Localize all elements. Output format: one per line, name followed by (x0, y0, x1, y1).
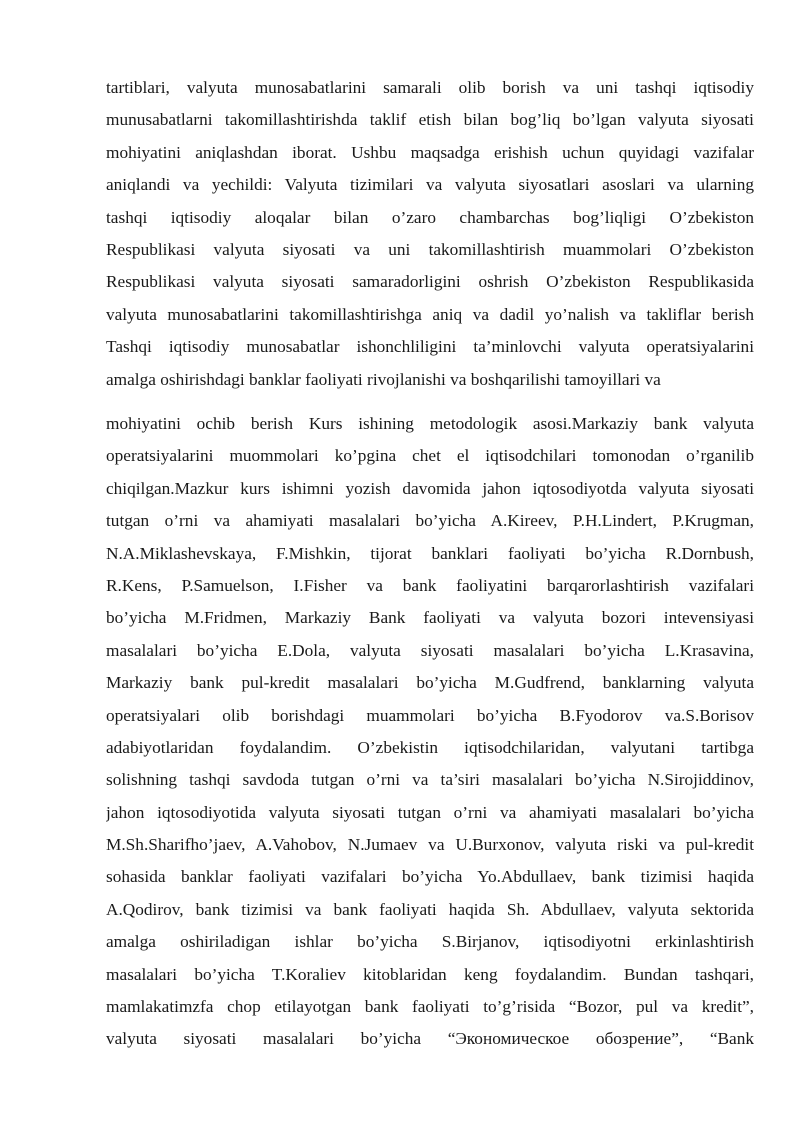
text-line: R.Kens, P.Samuelson, I.Fisher va bank faoliyatini barqarorlashtirish vazifalari (106, 575, 754, 595)
text-line: chiqilgan.Mazkur kurs ishimni yozish davomida jahon iqtosodiyotda valyuta siyosati (106, 478, 754, 498)
text-line: valyuta siyosati masalalari bo’yicha “Экономическое обозрение”, “Bank (106, 1029, 754, 1049)
text-line: Respublikasi valyuta siyosati samaradorligini oshrish O’zbekiston Respublikasida (106, 272, 754, 292)
text-line: Tashqi iqtisodiy munosabatlar ishonchliligini ta’minlovchi valyuta operatsiyalarini (106, 337, 754, 357)
text-line: amalga oshiriladigan ishlar bo’yicha S.Birjanov, iqtisodiyotni erkinlashtirish (106, 932, 754, 952)
text-line: masalalari bo’yicha T.Koraliev kitoblaridan keng foydalandim. Bundan tashqari, (106, 964, 754, 984)
text-line: bo’yicha M.Fridmen, Markaziy Bank faoliyati va valyuta bozori intevensiyasi (106, 608, 754, 628)
text-line: sohasida banklar faoliyati vazifalari bo’yicha Yo.Abdullaev, bank tizimisi haqida (106, 867, 754, 887)
text-line: jahon iqtosodiyotida valyuta siyosati tutgan o’rni va ahamiyati masalalari bo’yicha (106, 802, 754, 822)
paragraph-1 (106, 72, 754, 396)
text-line: Markaziy bank pul-kredit masalalari bo’yicha M.Gudfrend, banklarning valyuta (106, 673, 754, 693)
text-line: operatsiyalarini muommolari ko’pgina chet el iqtisodchilari tomonodan o’rganilib (106, 446, 754, 466)
text-line: munusabatlarni takomillashtirishda taklif etish bilan bog’liq bo’lgan valyuta siyosati (106, 110, 754, 130)
text-line: A.Qodirov, bank tizimisi va bank faoliyati haqida Sh. Abdullaev, valyuta sektorida (106, 899, 754, 919)
text-line: valyuta munosabatlarini takomillashtirishga aniq va dadil yo’nalish va takliflar berish (106, 304, 754, 324)
text-line: mohiyatini aniqlashdan iborat. Ushbu maqsadga erishish uchun quyidagi vazifalar (106, 142, 754, 162)
text-line: Respublikasi valyuta siyosati va uni takomillashtirish muammolari O’zbekiston (106, 239, 754, 259)
text-line: amalga oshirishdagi banklar faoliyati rivojlanishi va boshqarilishi tamoyillari va (106, 369, 661, 389)
text-line: adabiyotlaridan foydalandim. O’zbekistin iqtisodchilaridan, valyutani tartibga (106, 737, 754, 757)
text-line: tutgan o’rni va ahamiyati masalalari bo’yicha A.Kireev, P.H.Lindert, P.Krugman, (106, 511, 754, 531)
text-line: masalalari bo’yicha E.Dola, valyuta siyosati masalalari bo’yicha L.Krasavina, (106, 640, 754, 660)
text-line: mamlakatimzfa chop etilayotgan bank faoliyati to’g’risida “Bozor, pul va kredit”, (106, 997, 754, 1017)
text-line: M.Sh.Sharifho’jaev, A.Vahobov, N.Jumaev va U.Burxonov, valyuta riski va pul-kredit (106, 835, 754, 855)
text-line: tashqi iqtisodiy aloqalar bilan o’zaro chambarchas bog’liqligi O’zbekiston (106, 207, 754, 227)
text-line: mohiyatini ochib berish Kurs ishining metodologik asosi.Markaziy bank valyuta (106, 414, 754, 433)
text-line: N.A.Miklashevskaya, F.Mishkin, tijorat banklari faoliyati bo’yicha R.Dornbush, (106, 543, 754, 563)
text-line: aniqlandi va yechildi: Valyuta tizimilari va valyuta siyosatlari asoslari va ularning (106, 175, 754, 195)
text-line: operatsiyalari olib borishdagi muammolari bo’yicha B.Fyodorov va.S.Borisov (106, 705, 754, 725)
text-line: tartiblari, valyuta munosabatlarini samarali olib borish va uni tashqi iqtisodiy (106, 78, 754, 97)
paragraph-2 (106, 408, 754, 1056)
text-line: solishning tashqi savdoda tutgan o’rni va ta’siri masalalari bo’yicha N.Sirojiddinov, (106, 770, 754, 790)
